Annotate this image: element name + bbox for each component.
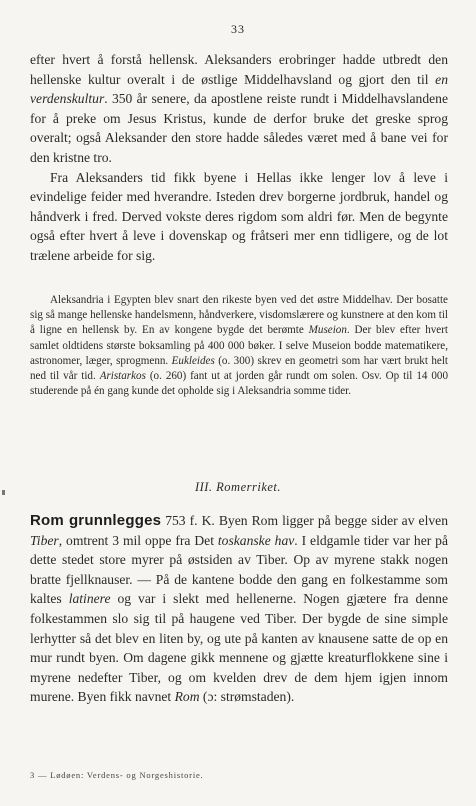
small-paragraph xyxy=(30,293,448,399)
paragraph-1 xyxy=(30,50,448,168)
small-italic-aristarkos: Aristarkos xyxy=(99,370,146,383)
rome-text-3: . I eldgamle tider var her på dette stedet store myrer på østsiden av Tiber. Op av myrene stakk nogen bratte fjellknauser. — På de kantene bodde den gang en folkestamme som kaltes xyxy=(30,532,449,607)
small-text-3: (o. 300) skrev en geometri som har vært brukt helt ned til vår tid. xyxy=(30,354,448,383)
paragraph-1-text-b: . 350 år senere, da apostlene reiste rundt i Middelhavslandene for å preke om Jesus Kristus, kunde de derfor bruke det greske sprog overalt; også Aleksander den store hadde således været med å bane vei for den kristne tro. xyxy=(30,91,448,165)
small-text-4: (o. 260) fant ut at jorden går rundt om solen. Osv. Op til 14 000 studerende på én gang kunde det opholde sig i Aleksandria somme tider. xyxy=(30,370,449,398)
small-print-block xyxy=(30,293,448,399)
rome-italic-toskanske: toskanske hav xyxy=(217,532,295,548)
small-text-1: Aleksandria i Egypten blev snart den rikeste byen ved det østre Middelhav. Der bosatte sig så mange hellenske handelsmenn, håndverkere, visdomslærere og kunstnere at den kom til å ligne en hellensk by. En av kongene bygde det berømte xyxy=(30,294,448,337)
rome-text-2: , omtrent 3 mil oppe fra Det xyxy=(58,532,218,548)
paragraph-1-text-a: efter hvert å forstå hellensk. Aleksanders erobringer hadde utbredt den hellenske kultur overalt i de østlige Middelhavsland og gjort den til xyxy=(30,52,448,87)
rome-paragraph xyxy=(30,511,448,707)
paragraph-2: Fra Aleksanders tid fikk byene i Hellas ikke lenger lov å leve i evindelige feider med hverandre. Isteden drev borgerne jordbruk, handel og håndverk i fred. Derved vokste deres rigdom som aldri før. Men de begynte også efter hvert å leve i dovenskap og fråtseri mer enn tidligere, og de lot trælene arbeide for sig. xyxy=(30,169,448,263)
page-footer: 3 — Lødøen: Verdens- og Norgeshistorie. xyxy=(30,770,204,780)
small-italic-eukleides: Eukleides xyxy=(171,354,215,367)
rome-italic-latinere: latinere xyxy=(68,591,111,607)
small-italic-museion: Museion xyxy=(308,324,347,337)
section-heading: III. Romerriket. xyxy=(194,480,282,494)
paragraph-1-italic: en verdenskultur xyxy=(30,71,448,107)
rome-italic-tiber: Tiber xyxy=(30,532,59,548)
main-text-rome xyxy=(30,511,448,707)
rome-text-1: 753 f. K. Byen Rom ligger på begge sider av elven xyxy=(161,513,448,528)
rome-text-4: og var i slekt med hellenerne. Nogen gjætere fra denne folkestammen slo sig til på haugene ved Tiber. Der bygde de sine simple lerhytter så det blev en liten by, og ute på kanten av knausene satte de op en mur rundt byen. Om dagene gikk mennene og gjætte kreaturflokkene sine i myrene nedefter Tiber, og om kvelden drev de dem hjem igjen innom murene. Byen fikk navnet xyxy=(30,591,448,705)
main-text-top xyxy=(30,50,448,266)
rome-text-5: (ɔ: strømstaden). xyxy=(199,689,295,705)
rome-italic-rom: Rom xyxy=(174,689,200,705)
small-text-2: . Der blev efter hvert samlet oldtidens største boksamling på 400 000 bøker. I selve Museion bodde matematikere, astronomer, læger, sprogmenn. xyxy=(30,324,448,367)
page-number: 33 xyxy=(231,22,245,36)
rome-lead-heading: Rom grunnlegges xyxy=(30,512,162,529)
